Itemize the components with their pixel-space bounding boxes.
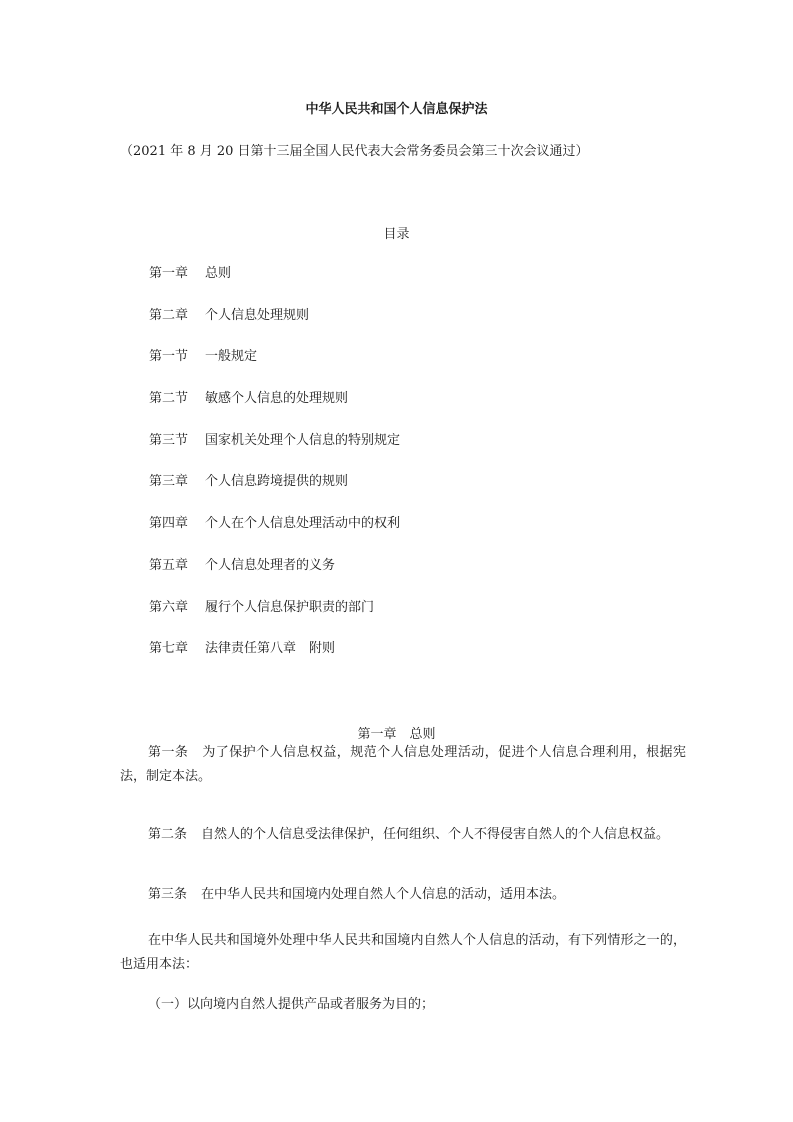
toc-item	[149, 515, 709, 557]
toc-item-label: 一般规定	[205, 349, 258, 365]
article-number: 第三条	[148, 887, 188, 902]
toc-item-label: 国家机关处理个人信息的特别规定	[205, 432, 401, 448]
article-number: 第二条	[148, 827, 188, 842]
toc-item-number: 第一章	[149, 266, 189, 281]
toc-item-number: 第五章	[149, 557, 189, 573]
toc-heading: 目录	[383, 227, 410, 242]
toc-item-number: 第二节	[149, 391, 189, 407]
article-text: 在中华人民共和国境内处理自然人个人信息的活动，适用本法。	[201, 887, 566, 902]
toc-item-label: 法律责任第八章 附则	[205, 641, 336, 657]
toc-item-label: 个人信息跨境提供的规则	[205, 474, 349, 490]
document-subtitle: （2021 年 8 月 20 日第十三届全国人民代表大会常务委员会第三十次会议通过）	[120, 144, 589, 159]
toc-item-label: 个人信息处理规则	[205, 307, 310, 323]
toc-item	[149, 640, 709, 682]
list-item-paragraph: （一）以向境内自然人提供产品或者服务为目的；	[148, 997, 435, 1012]
article-paragraph	[120, 883, 686, 907]
toc-item-number: 第一节	[149, 349, 189, 365]
body-paragraph: 在中华人民共和国境外处理中华人民共和国境内自然人个人信息的活动，有下列情形之一的，也适用本法：	[120, 933, 686, 972]
toc-item-number: 第六章	[149, 599, 189, 615]
toc-item-label: 个人信息处理者的义务	[205, 557, 336, 573]
toc-item-label: 个人在个人信息处理活动中的权利	[205, 516, 401, 532]
article-text: 为了保护个人信息权益，规范个人信息处理活动，促进个人信息合理利用，根据宪法，制定本法。	[120, 745, 686, 784]
toc-item	[149, 432, 709, 474]
toc-item-label: 总则	[205, 266, 232, 281]
toc-item-number: 第三章	[149, 474, 189, 490]
toc-item	[149, 473, 709, 515]
toc-item	[149, 599, 709, 641]
toc-item-label: 履行个人信息保护职责的部门	[205, 599, 375, 615]
article-paragraph	[120, 823, 686, 847]
toc-item-label: 敏感个人信息的处理规则	[205, 391, 349, 407]
toc-item	[149, 265, 709, 307]
chapter-heading: 第一章 总则	[357, 727, 436, 742]
toc-item	[149, 557, 709, 599]
article-paragraph	[120, 741, 686, 789]
toc-item	[149, 348, 709, 390]
toc-item-number: 第七章	[149, 641, 189, 657]
article-text: 自然人的个人信息受法律保护，任何组织、个人不得侵害自然人的个人信息权益。	[201, 827, 670, 842]
table-of-contents	[149, 265, 709, 682]
toc-item	[149, 390, 709, 432]
document-title: 中华人民共和国个人信息保护法	[305, 102, 488, 117]
article-number: 第一条	[148, 745, 189, 760]
toc-item	[149, 307, 709, 349]
toc-item-number: 第四章	[149, 516, 189, 532]
toc-item-number: 第二章	[149, 307, 189, 323]
toc-item-number: 第三节	[149, 432, 189, 448]
